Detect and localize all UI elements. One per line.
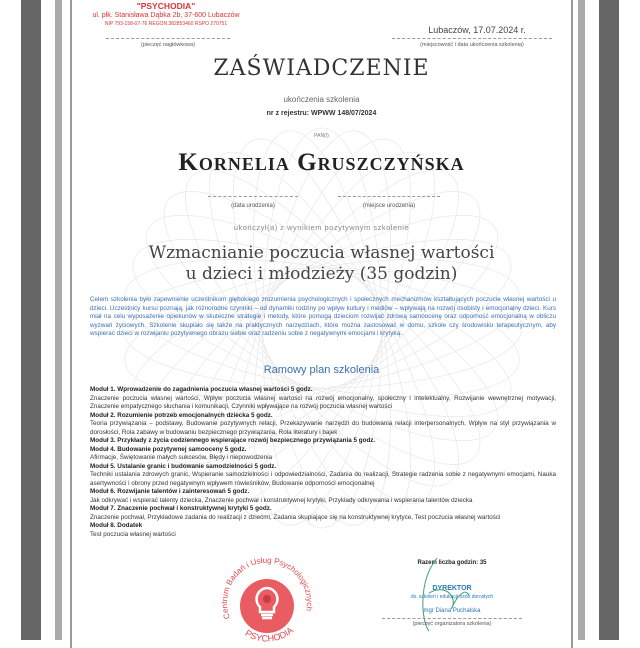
- module-title: Moduł 7. Znaczenie pochwał i konstruktywnej krytyki 5 godz.: [90, 505, 272, 512]
- right-dark-border: [599, 0, 619, 640]
- birth-date-caption: (data urodzenia): [231, 203, 275, 209]
- birth-place-caption: (miejsce urodzenia): [362, 203, 416, 209]
- brain-icon: [263, 595, 271, 603]
- director-name: mgr Diana Puchalska: [423, 608, 481, 614]
- certificate-subtitle: ukończenia szkolenia: [283, 95, 360, 104]
- module-title: Moduł 3. Przykłady z życia codziennego wspierające rozwój bezpiecznego przywiązania 5 godz.: [90, 437, 376, 444]
- module-title: Moduł 6. Rozwijanie talentów i zainteresowań 5 godz.: [90, 488, 250, 495]
- place-date-caption: (miejscowość i data ukończenia szkolenia): [420, 42, 524, 48]
- left-light-border: [55, 0, 62, 640]
- divider: [392, 38, 552, 39]
- module-title: Moduł 1. Wprowadzenie do zagadnienia poczucia własnej wartości 5 godz.: [90, 386, 313, 393]
- salutation: PAN(I): [314, 133, 329, 139]
- place-date: Lubaczów, 17.07.2024 r.: [428, 25, 526, 35]
- organizer-caption: (pieczęć organizatora szkolenia): [412, 621, 492, 627]
- letterhead: [86, 2, 246, 29]
- module-list: [90, 386, 556, 539]
- module-description: Techniki ustalania zdrowych granic, Wspieranie samodzielności i odpowiedzialności, Zadania do realizacji, Strategie radzenia sobie z negatywnymi emocjami, Nauka asertywności i obrony przed negatywnym wpływem rówieśników, Budowanie odporności emocjonalnej: [90, 471, 556, 487]
- stamp-bottom-text: PSYCHODIA: [243, 624, 296, 644]
- stamp-caption: (pieczęć nagłówkowa): [140, 42, 196, 48]
- birth-place-line: [338, 196, 440, 197]
- total-hours: Razem liczba godzin: 35: [417, 560, 487, 566]
- module-title: Moduł 4. Budowanie pozytywnej samooceny 5 godz.: [90, 445, 247, 453]
- module-description: Test poczucia własnej wartości: [90, 530, 176, 538]
- org-registry: NIP 793-158-07-76 REGON 382853460 RSPO 270751: [104, 21, 228, 27]
- module-title: Moduł 8. Dodatek: [90, 522, 143, 529]
- course-title-line2: u dzieci i młodzieży (35 godzin): [185, 264, 458, 284]
- right-light-border: [578, 0, 585, 640]
- module-title: Moduł 5. Ustalanie granic i budowanie samodzielności 5 godz.: [90, 462, 277, 470]
- stamp-arc-text: Centrum Badań i Usług Psychologicznych: [219, 555, 315, 621]
- module-description: Teoria przywiązania – podstawy, Budowanie pozytywnych relacji, Przekazywanie narzędzi do budowania relacji interpersonalnych, Wpływ na styl przywiązania w dorosłości, Rola zabawy w budowaniu bezpiecznego przywiązania, Rola literatury i bajek: [90, 420, 556, 436]
- module-title: Moduł 2. Rozumienie potrzeb emocjonalnych dziecka 5 godz.: [90, 411, 273, 419]
- birth-date-line: [208, 196, 298, 197]
- director-title: DYREKTOR: [432, 585, 472, 592]
- module-description: Afirmacje, Świętowanie małych sukcesów, Błędy i niepowodzenia: [90, 454, 272, 461]
- course-title-line1: Wzmacnianie poczucia własnej wartości: [148, 243, 495, 263]
- plan-heading: Ramowy plan szkolenia: [263, 364, 380, 376]
- module-description: Jak odkrywać i wspierać talenty dziecka, Znaczenie pochwał i konstruktywnej krytyki, Przykłady odkrywania i wspierania talentów dziecka: [90, 496, 473, 504]
- module-description: Znaczenie pochwał, Przykładowe zadania do realizacji z dziećmi, Zadania skupiające się na konstruktywnej krytyce, Test poczucia własnej wartości: [90, 513, 501, 521]
- org-address: ul. płk. Stanisława Dąbka 2b, 37-600 Lubaczów: [92, 12, 240, 19]
- left-dark-border: [21, 0, 41, 640]
- org-name: "PSYCHODIA": [136, 1, 196, 11]
- module-description: Znaczenie poczucia własnej wartości, Wpływ poczucia własnej wartości na rozwój emocjonalny, społeczny i intelektualny, Rozwijanie wewnętrznej motywacji, Znaczenie empatycznego słuchania i komunikacji, Czynniki wpływające na rozwój poczucia własnej wartości: [90, 394, 556, 410]
- divider: [106, 38, 230, 39]
- registry-number: nr z rejestru: WPWW 148/07/2024: [266, 110, 377, 117]
- course-title: [72, 243, 571, 285]
- recipient-name: Kornelia Gruszczyńska: [178, 149, 465, 176]
- director-department: ds. szkoleń i edukacji osób dorosłych: [410, 594, 494, 600]
- certificate-title: ZAŚWIADCZENIE: [213, 56, 430, 81]
- certificate-page: [70, 0, 573, 648]
- organizer-line: [382, 618, 522, 619]
- course-description: Celem szkolenia było zapewnienie uczestnikom głębokiego zrozumienia psychologicznych i społecznych mechanizmów kształtujących poczucie własnej wartości u dzieci. Uczestnicy kursu poznają, jak różnorodne czynniki – od dynamiki rodziny po wpływ kultury i mediów – wpływają na rozwój osobisty i emocjonalny dzieci. Kurs miał na celu wyposażenie opiekunów w skuteczne strategie i metody, które pomogą dzieciom rozwijać zdrową samoocenę oraz odporność emocjonalną w obliczu wyzwań życiowych. Szkolenie skupiało się także na praktycznych narzędziach, które można zastosować w domu, szkole czy środowisku terapeutycznym, aby wspierać dzieci w rozwijaniu pozytywnego obrazu siebie oraz radzeniu sobie z negatywnymi emocjami i krytyką.: [90, 296, 556, 338]
- organization-stamp: [212, 548, 322, 648]
- completion-text: ukończył(a) z wynikiem pozytywnym szkolenie: [233, 223, 410, 232]
